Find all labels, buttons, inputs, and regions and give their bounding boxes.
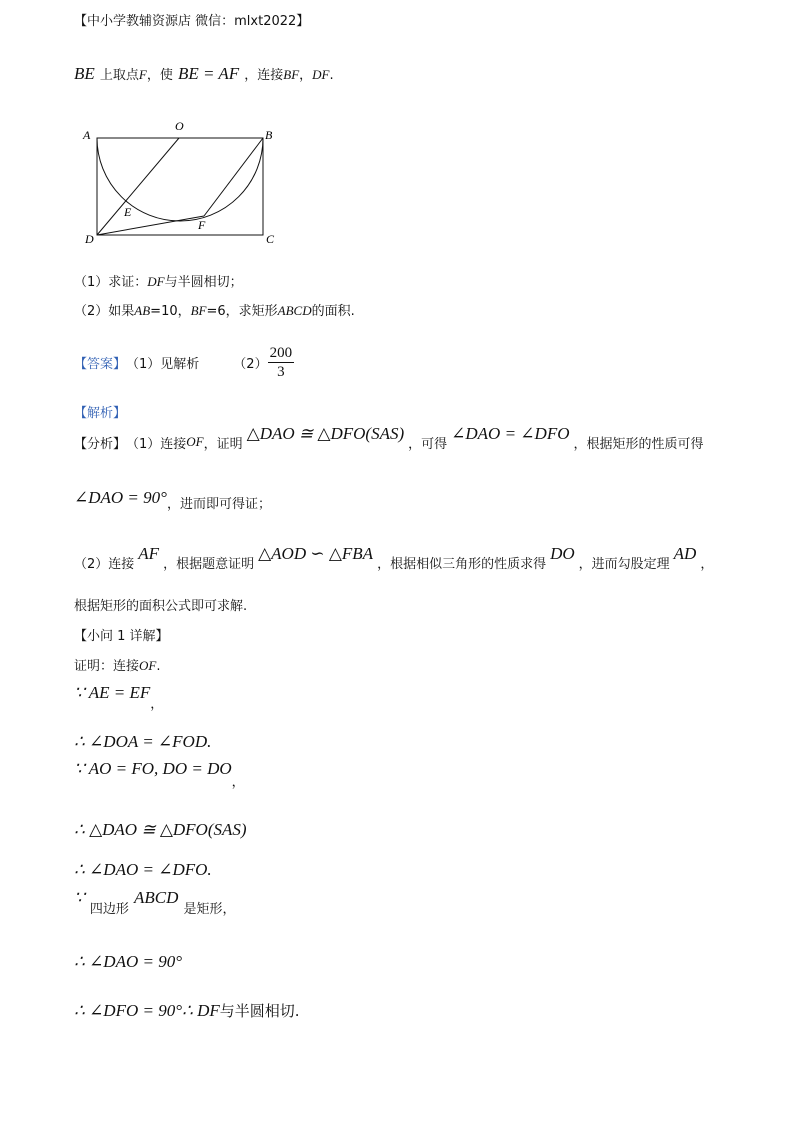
proof-step-2: ∴ ∠DOA = ∠FOD. <box>74 732 212 751</box>
proof-step-3: ∵ AO = FO, DO = $DO_,$ <box>74 759 245 790</box>
arc-equality: BE = AF <box>177 64 240 83</box>
semicircle <box>97 138 263 221</box>
label-a: A <box>83 128 91 142</box>
segment-df <box>97 216 204 235</box>
label-e: E <box>124 205 132 219</box>
segment-do <box>97 138 179 235</box>
proof-step-7: ∴ ∠DAO = 90° <box>74 952 183 971</box>
label-f: F <box>198 218 206 232</box>
answer-tag: 【答案】 <box>74 356 127 372</box>
detail-tag: 【小问 1 详解】 <box>74 629 169 644</box>
label-c: C <box>266 232 275 246</box>
answer-fraction: $\frac{200}{3}$ <box>269 344 293 380</box>
intro-line: BE 上取点F，使 BE = AF ，连接BF，DF. <box>74 64 334 83</box>
analysis-line-4: 根据矩形的面积公式即可求解. <box>74 599 248 614</box>
analysis-line-1: 【分析】 （1）连接 OF ，证明 △DAO ≅ △DFO(SAS) ，可得 ∠DAO = ∠DFO ，根据矩形的性质可得 <box>74 424 704 452</box>
proof-step-8: ∴ ∠DFO = 90°∴ DF与半圆相切. <box>74 1001 300 1020</box>
proof-intro: 证明：连接OF. <box>74 658 161 674</box>
analysis-tag: 【解析】 <box>74 406 127 421</box>
arc-be: BE <box>74 64 95 83</box>
proof-step-6: ∵ $_{四边形}$ ABCD $_{是矩形,}$ <box>74 888 236 917</box>
label-d: D <box>85 232 94 246</box>
angle-equality: ∠DAO = ∠DFO <box>451 424 570 443</box>
page-header: 【中小学教辅资源店 微信：mlxt2022】 <box>74 14 310 29</box>
proof-step-4: ∴ △DAO ≅ △DFO(SAS) <box>74 820 247 839</box>
proof-step-1: ∵ AE = $EF_,$ <box>74 683 164 712</box>
congruence-expr: △DAO ≅ △DFO(SAS) <box>246 424 405 443</box>
geometry-figure <box>74 116 284 250</box>
label-o: O <box>175 119 184 133</box>
similarity-expr: △AOD ∽ △FBA <box>258 544 374 563</box>
analysis-line-2: ∠DAO = 90° ，进而即可得证； <box>74 488 271 512</box>
question-1: （1）求证：DF与半圆相切； <box>74 274 243 290</box>
answer-line: 【答案】 （1）见解析 （2） $\frac{200}{3}$ <box>74 344 293 380</box>
segment-bf <box>204 138 263 216</box>
question-2: （2）如果AB=10，BF=6，求矩形ABCD的面积. <box>74 303 355 319</box>
proof-step-5: ∴ ∠DAO = ∠DFO. <box>74 860 212 879</box>
analysis-line-3: （2）连接 AF ，根据题意证明 △AOD ∽ △FBA ，根据相似三角形的性质求得 DO ，进而勾股定理 AD ， <box>74 544 714 572</box>
label-b: B <box>265 128 273 142</box>
